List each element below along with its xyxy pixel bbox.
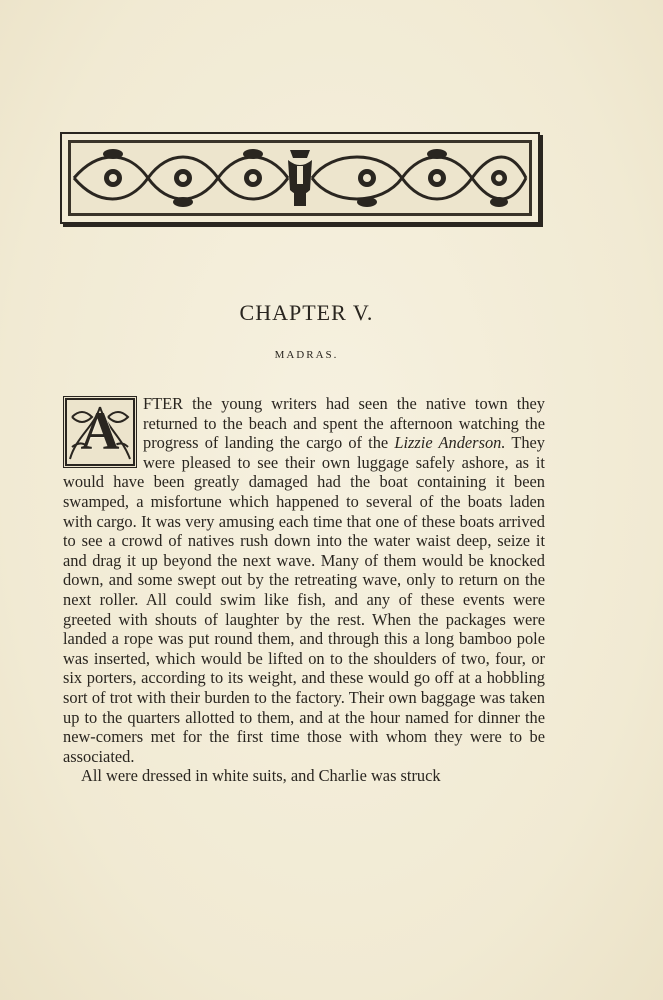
dropcap-ornament (63, 396, 137, 468)
paragraph-2: All were dressed in white suits, and Charlie was struck (81, 766, 441, 786)
chapter-body (63, 394, 545, 786)
ship-name: Lizzie Anderson. (394, 433, 506, 453)
chapter-title: CHAPTER V. (239, 300, 374, 325)
dropcap-letter: A (80, 401, 120, 462)
chapter-subtitle: MADRAS. (274, 349, 339, 361)
paragraph-1 (63, 394, 545, 766)
paragraph-1-lead: FTER the young writers had seen the native town they returned to the beach and spent the afternoon watching the progress of landing the cargo of the (143, 394, 545, 453)
floral-ornament-icon (68, 140, 532, 216)
ornamental-headpiece (60, 132, 540, 224)
paragraph-1-rest: They were pleased to see their own luggage safely ashore, as it would have been greatly damaged had the boat containing it been swamped, a misfortune which happened to several of the boats laden with cargo. It was very amusing each time that one of these boats arrived to see a crowd of natives rush down into the water waist deep, seize it and drag it up beyond the next wave. Many of them would be knocked down, and some swept out by the retreating wave, only to return on the next roller. All could swim like fish, and any of these events were greeted with shouts of laughter by the rest. When the packages were landed a rope was put round them, and through this a long bamboo pole was inserted, which would be lifted on to the shoulders of two, four, or six porters, according to its weight, and these would go off at a hobbling sort of trot with their burden to the factory. Their own baggage was taken up to the quarters allotted to them, and at the hour named for dinner the new-comers met for the first time those with whom they were to be associated. (63, 433, 545, 766)
